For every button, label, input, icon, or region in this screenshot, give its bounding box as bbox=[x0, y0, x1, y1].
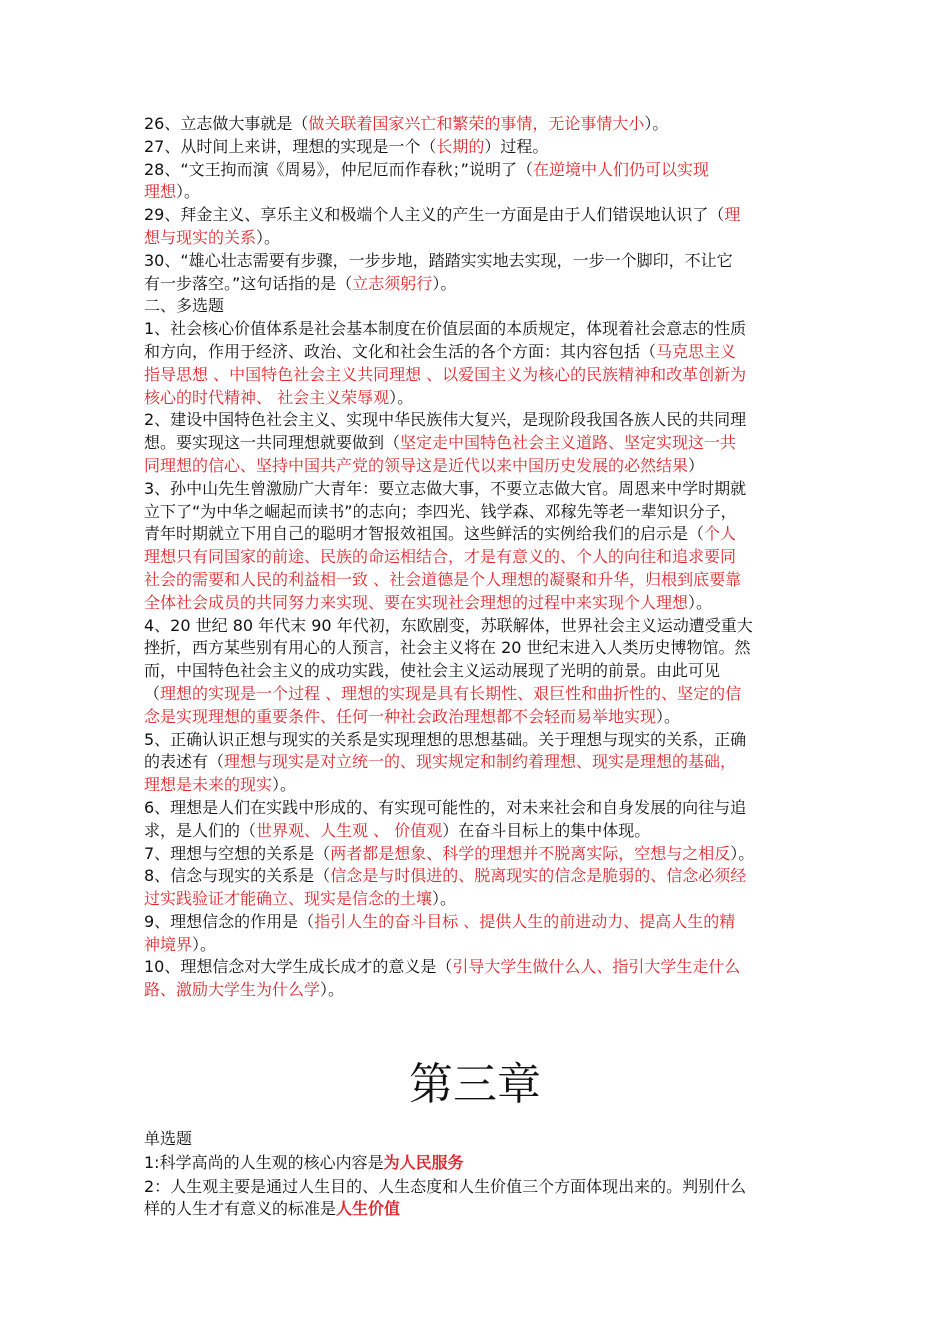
answer-text: 理想 bbox=[144, 182, 177, 202]
question-text: ）。 bbox=[389, 387, 414, 407]
question-text: 6、理想是人们在实践中形成的、有实现可能性的，对未来社会和自身发展的向往与追 bbox=[144, 797, 747, 817]
text-line bbox=[144, 1128, 812, 1151]
text-line bbox=[144, 136, 812, 159]
question-text: 27、从时间上来讲，理想的实现是一个（ bbox=[144, 136, 437, 156]
text-line bbox=[144, 592, 812, 615]
question-text: 8、信念与现实的关系是（ bbox=[144, 866, 331, 886]
question-text: 29、拜金主义、享乐主义和极端个人主义的产生一方面是由于人们错误地认识了（ bbox=[144, 205, 725, 225]
text-line bbox=[144, 843, 812, 866]
text-line bbox=[144, 273, 812, 296]
question-text: 26、立志做大事就是（ bbox=[144, 114, 309, 133]
text-line bbox=[144, 113, 812, 136]
answer-text: 引导大学生做什么人、指引大学生走什么 bbox=[452, 957, 741, 977]
question-text: 青年时期就立下用自己的聪明才智报效祖国。这些鲜活的实例给我们的启示是（ bbox=[144, 524, 705, 544]
text-line bbox=[144, 797, 812, 820]
answer-text: 过实践验证才能确立、现实是信念的土壤 bbox=[144, 889, 433, 909]
text-line bbox=[144, 181, 812, 204]
text-line bbox=[144, 478, 812, 501]
question-text: 立下了“为中华之崛起而读书”的志向；李四光、钱学森、邓稼先等老一辈知识分子， bbox=[144, 501, 737, 521]
answer-text: 人生价值 bbox=[336, 1199, 401, 1219]
question-text: 2、建设中国特色社会主义、实现中华民族伟大复兴，是现阶段我国各族人民的共同理 bbox=[144, 410, 747, 430]
answer-text: 两者都是想象、科学的理想并不脱离实际，空想与之相反 bbox=[330, 843, 731, 863]
text-line bbox=[144, 751, 812, 774]
answer-text: 为人民服务 bbox=[383, 1152, 464, 1172]
question-text: ）。 bbox=[256, 227, 281, 247]
question-text: 1、社会核心价值体系是社会基本制度在价值层面的本质规定，体现着社会意志的性质 bbox=[144, 319, 747, 339]
answer-text: 同理想的信心、坚持中国共产党的领导这是近代以来中国历史发展的必然结果 bbox=[144, 455, 689, 475]
question-text: 2：人生观主要是通过人生目的、人生态度和人生价值三个方面体现出来的。判别什么 bbox=[144, 1176, 747, 1196]
answer-text: 理想的实现是一个过程 、理想的实现是具有长期性、艰巨性和曲折性的、坚定的信 bbox=[160, 683, 742, 703]
question-text: ）。 bbox=[432, 273, 457, 293]
question-text: 4、20 世纪 80 年代末 90 年代初，东欧剧变，苏联解体，世界社会主义运动遭受重大 bbox=[144, 615, 753, 635]
text-line bbox=[144, 1198, 812, 1221]
answer-text: 做关联着国家兴亡和繁荣的事情，无论事情大小 bbox=[308, 114, 645, 133]
answer-text: 核心的时代精神、 社会主义荣辱观 bbox=[144, 387, 390, 407]
question-text: 28、“文王拘而演《周易》，仲尼厄而作春秋；”说明了（ bbox=[144, 159, 533, 179]
text-line bbox=[144, 979, 812, 1002]
answer-text: 路、激励大学生为什么学 bbox=[144, 980, 321, 1000]
answer-text: 想与现实的关系 bbox=[144, 227, 257, 247]
question-text: 挫折，西方某些别有用心的人预言，社会主义将在 20 世纪末进入人类历史博物馆。然 bbox=[144, 638, 751, 658]
answer-text: 理想与现实是对立统一的、现实规定和制约着理想、现实是理想的基础， bbox=[224, 752, 737, 772]
answer-text: 指引人生的奋斗目标 、提供人生的前进动力、提高人生的精 bbox=[314, 911, 736, 931]
answer-text: 长期的 bbox=[436, 136, 485, 156]
text-line bbox=[144, 341, 812, 364]
text-line bbox=[144, 615, 812, 638]
text-line bbox=[144, 683, 812, 706]
text-line bbox=[144, 204, 812, 227]
question-list bbox=[144, 113, 812, 1002]
text-line bbox=[144, 774, 812, 797]
answer-text: 理想是未来的现实 bbox=[144, 775, 273, 795]
question-text: 5、正确认识正想与现实的关系是实现理想的思想基础。关于理想与现实的关系，正确 bbox=[144, 729, 747, 749]
answer-text: 坚定走中国特色社会主义道路、坚定实现这一共 bbox=[400, 433, 737, 453]
text-line bbox=[144, 546, 812, 569]
text-line bbox=[144, 318, 812, 341]
text-line bbox=[144, 387, 812, 410]
answer-text: 个人 bbox=[704, 524, 737, 544]
question-text: 9、理想信念的作用是（ bbox=[144, 911, 315, 931]
text-line bbox=[144, 729, 812, 752]
text-line bbox=[144, 888, 812, 911]
question-text: 30、“雄心壮志需要有步骤，一步步地，踏踏实实地去实现，一步一个脚印，不让它 bbox=[144, 250, 733, 270]
question-text: ）在奋斗目标上的集中体现。 bbox=[442, 820, 651, 840]
question-text: ）。 bbox=[192, 934, 217, 954]
question-text: 样的人生才有意义的标准是 bbox=[144, 1199, 337, 1219]
answer-text: 理想只有同国家的前途、民族的命运相结合，才是有意义的、个人的向往和追求要同 bbox=[144, 547, 737, 567]
question-text: （ bbox=[144, 683, 161, 703]
question-text: 1:科学高尚的人生观的核心内容是 bbox=[144, 1152, 384, 1172]
answer-text: 立志须躬行 bbox=[352, 273, 433, 293]
question-text: 求，是人们的（ bbox=[144, 820, 257, 840]
text-line bbox=[144, 1176, 812, 1199]
answer-text: 全体社会成员的共同努力来实现、要在实现社会理想的过程中来实现个人理想 bbox=[144, 592, 689, 612]
text-line bbox=[144, 865, 812, 888]
text-line bbox=[144, 523, 812, 546]
question-text: ）。 bbox=[320, 980, 345, 1000]
text-line bbox=[144, 934, 812, 957]
question-text: 3、孙中山先生曾激励广大青年：要立志做大事，不要立志做大官。周恩来中学时期就 bbox=[144, 478, 747, 498]
text-line bbox=[144, 159, 812, 182]
chapter-title: 第三章 bbox=[409, 1059, 541, 1110]
question-text: ）。 bbox=[730, 843, 755, 863]
text-line bbox=[144, 455, 812, 478]
text-line bbox=[144, 501, 812, 524]
question-text: 二、多选题 bbox=[144, 296, 225, 316]
answer-text: 指导思想 、中国特色社会主义共同理想 、以爱国主义为核心的民族精神和改革创新为 bbox=[144, 364, 747, 384]
question-text: 单选题 bbox=[144, 1129, 193, 1148]
text-line bbox=[144, 569, 812, 592]
question-text: ）过程。 bbox=[484, 136, 549, 156]
text-line bbox=[144, 250, 812, 273]
answer-text: 理 bbox=[724, 205, 741, 225]
text-line bbox=[144, 660, 812, 683]
question-text: ）。 bbox=[272, 775, 297, 795]
question-text: 和方向，作用于经济、政治、文化和社会生活的各个方面：其内容包括（ bbox=[144, 341, 657, 361]
question-text: ） bbox=[688, 455, 705, 475]
question-text: 有一步落空。”这句话指的是（ bbox=[144, 273, 353, 293]
text-line bbox=[144, 637, 812, 660]
question-text: 而，中国特色社会主义的成功实践，使社会主义运动展现了光明的前景。由此可见 bbox=[144, 661, 721, 681]
answer-text: 念是实现理想的重要条件、任何一种社会政治理想都不会轻而易举地实现 bbox=[144, 706, 657, 726]
answer-text: 信念是与时俱进的、脱离现实的信念是脆弱的、信念必须经 bbox=[330, 866, 747, 886]
question-text: 想。要实现这一共同理想就要做到（ bbox=[144, 433, 401, 453]
text-line bbox=[144, 227, 812, 250]
question-text: ）。 bbox=[656, 706, 681, 726]
answer-text: 马克思主义 bbox=[656, 341, 737, 361]
chapter-three-questions bbox=[144, 1128, 812, 1221]
text-line bbox=[144, 1152, 812, 1175]
question-text: ）。 bbox=[176, 182, 201, 202]
text-line bbox=[144, 956, 812, 979]
question-text: 7、理想与空想的关系是（ bbox=[144, 843, 331, 863]
answer-text: 在逆境中人们仍可以实现 bbox=[532, 159, 709, 179]
text-line bbox=[144, 911, 812, 934]
question-text: ）。 bbox=[644, 114, 669, 133]
text-line bbox=[144, 295, 812, 318]
question-text: ）。 bbox=[688, 592, 713, 612]
text-line bbox=[144, 364, 812, 387]
question-text: ）。 bbox=[432, 889, 457, 909]
text-line bbox=[144, 432, 812, 455]
answer-text: 神境界 bbox=[144, 934, 193, 954]
text-line bbox=[144, 820, 812, 843]
answer-text: 世界观、人生观 、 价值观 bbox=[256, 820, 443, 840]
question-text: 10、理想信念对大学生成长成才的意义是（ bbox=[144, 957, 453, 977]
question-text: 的表述有（ bbox=[144, 752, 225, 772]
text-line bbox=[144, 409, 812, 432]
answer-text: 社会的需要和人民的利益相一致 、社会道德是个人理想的凝聚和升华，归根到底要靠 bbox=[144, 569, 742, 589]
text-line bbox=[144, 706, 812, 729]
